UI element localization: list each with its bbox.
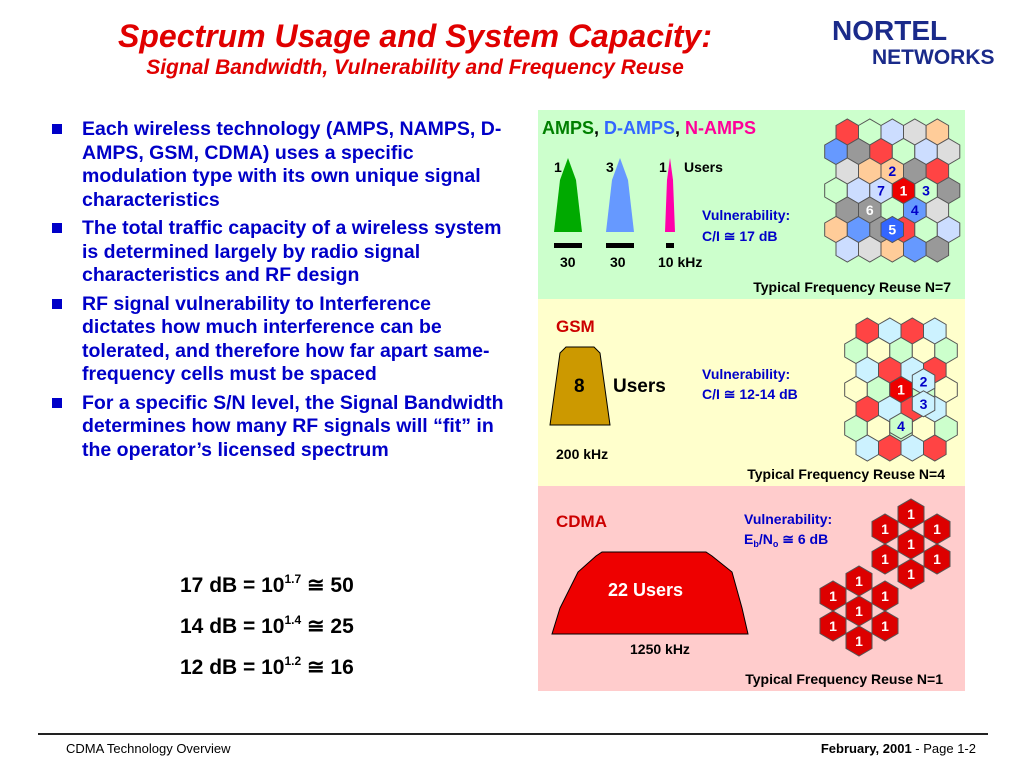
cdma-spectrum-graphic (538, 486, 965, 691)
cdma-panel (538, 486, 965, 691)
equation-row: 17 dB = $10^{1.7}$ ≅ 50 (180, 572, 354, 597)
amps-users-label: Users (684, 159, 723, 175)
gsm-vulnerability-value: C/I ≅ 12-14 dB (702, 386, 798, 402)
reuse4-cell-cluster (845, 318, 958, 461)
cdma-bandwidth-label: 1250 kHz (630, 641, 690, 657)
logo-line1: NORTEL (832, 15, 948, 46)
hex-cell-number: 1 (881, 618, 889, 634)
hex-cell-number: 1 (881, 521, 889, 537)
hex-cell-number: 3 (922, 182, 930, 199)
hex-cell-number: 4 (897, 417, 905, 434)
bullet-item: Each wireless technology (AMPS, NAMPS, D-AMPS, GSM, CDMA) uses a specific modulation type with its own unique signal characteristics (50, 118, 505, 212)
hex-cell-number: 4 (910, 202, 919, 218)
gsm-spectrum-graphic (538, 299, 965, 486)
bullet-list (50, 118, 505, 467)
hex-cell-number: 1 (897, 381, 905, 398)
bullet-square-icon (52, 223, 62, 233)
bullet-item: RF signal vulnerability to Interference dictates how much interference can be tolerated, and therefore how far apart same-frequency cells must be spaced (50, 293, 505, 387)
hex-cell-number: 2 (919, 373, 928, 390)
gsm-bandwidth-label: 200 kHz (556, 446, 609, 462)
damps-bandwidth-label: 30 (610, 254, 626, 270)
damps-user-count: 3 (606, 159, 614, 175)
hex-cell-number: 1 (829, 618, 837, 634)
bullet-square-icon (52, 124, 62, 134)
amps-bandwidth-bar (554, 243, 582, 248)
hex-cell-number: 1 (899, 182, 908, 199)
logo-line2: NETWORKS (872, 46, 995, 69)
cdma-vulnerability-label: Vulnerability: (744, 511, 833, 527)
amps-user-count: 1 (554, 159, 562, 175)
amps-panel-title: AMPS, D-AMPS, N-AMPS (542, 118, 757, 138)
cdma-reuse-label: Typical Frequency Reuse N=1 (745, 671, 943, 687)
amps-vulnerability-label: Vulnerability: (702, 207, 791, 223)
amps-vulnerability-value: C/I ≅ 17 dB (702, 228, 778, 244)
namps-user-count: 1 (659, 159, 667, 175)
gsm-user-count: 8 (574, 376, 585, 397)
footer-left: CDMA Technology Overview (66, 741, 231, 756)
footer-divider (38, 733, 988, 735)
equation-row: 12 dB = $10^{1.2}$ ≅ 16 (180, 654, 354, 679)
amps-panel (538, 110, 965, 299)
amps-reuse-label: Typical Frequency Reuse N=7 (753, 279, 951, 295)
amps-spectrum-graphic (538, 110, 965, 299)
hex-cell-number: 1 (829, 588, 837, 604)
hex-cell-number: 1 (881, 551, 889, 567)
hex-cell-number: 3 (919, 395, 928, 412)
cdma-vulnerability-value: $E_b/N_o$ ≅ 6 dB (744, 531, 829, 549)
reuse7-cell-cluster (825, 119, 960, 262)
damps-bandwidth-bar (606, 243, 634, 248)
namps-bandwidth-bar (666, 243, 674, 248)
hex-cell-number: 7 (877, 182, 885, 199)
hex-cell-number: 1 (907, 506, 915, 522)
hex-cell-number: 1 (933, 521, 941, 537)
page-subtitle: Signal Bandwidth, Vulnerability and Frequency Reuse (146, 56, 684, 79)
bullet-item: The total traffic capacity of a wireless system is determined largely by radio signal characteristics and RF design (50, 217, 505, 288)
hex-cell-number: 5 (888, 221, 897, 238)
hex-cell-number: 1 (907, 536, 915, 552)
footer-right: February, 2001 - Page 1-2 (820, 741, 976, 756)
hex-cell-number: 1 (855, 603, 863, 619)
namps-bandwidth-label: 10 kHz (658, 254, 703, 270)
cdma-users-label: 22 Users (608, 580, 684, 600)
hex-cell-number: 1 (855, 573, 863, 589)
gsm-vulnerability-label: Vulnerability: (702, 366, 791, 382)
bullet-square-icon (52, 398, 62, 408)
hex-cell-number: 1 (855, 633, 863, 649)
hex-cell-number: 1 (933, 551, 941, 567)
bullet-item: For a specific S/N level, the Signal Bandwidth determines how many RF signals will “fit” in the operator’s licensed spectrum (50, 392, 505, 463)
nortel-logo (820, 14, 1010, 70)
page-title: Spectrum Usage and System Capacity: (118, 18, 712, 54)
gsm-reuse-label: Typical Frequency Reuse N=4 (747, 466, 945, 482)
equation-row: 14 dB = $10^{1.4}$ ≅ 25 (180, 613, 354, 638)
hex-cell-number: 1 (907, 566, 915, 582)
hex-cell-number: 2 (888, 163, 897, 179)
reuse1-cell-cluster (820, 499, 950, 656)
gsm-panel (538, 299, 965, 486)
amps-bandwidth-label: 30 (560, 254, 576, 270)
hex-cell-number: 6 (865, 202, 874, 218)
cdma-panel-title: CDMA (556, 512, 607, 531)
hex-cell-number: 1 (881, 588, 889, 604)
bullet-square-icon (52, 299, 62, 309)
gsm-panel-title: GSM (556, 317, 595, 336)
db-equations (180, 562, 354, 685)
gsm-users-label: Users (613, 376, 666, 397)
